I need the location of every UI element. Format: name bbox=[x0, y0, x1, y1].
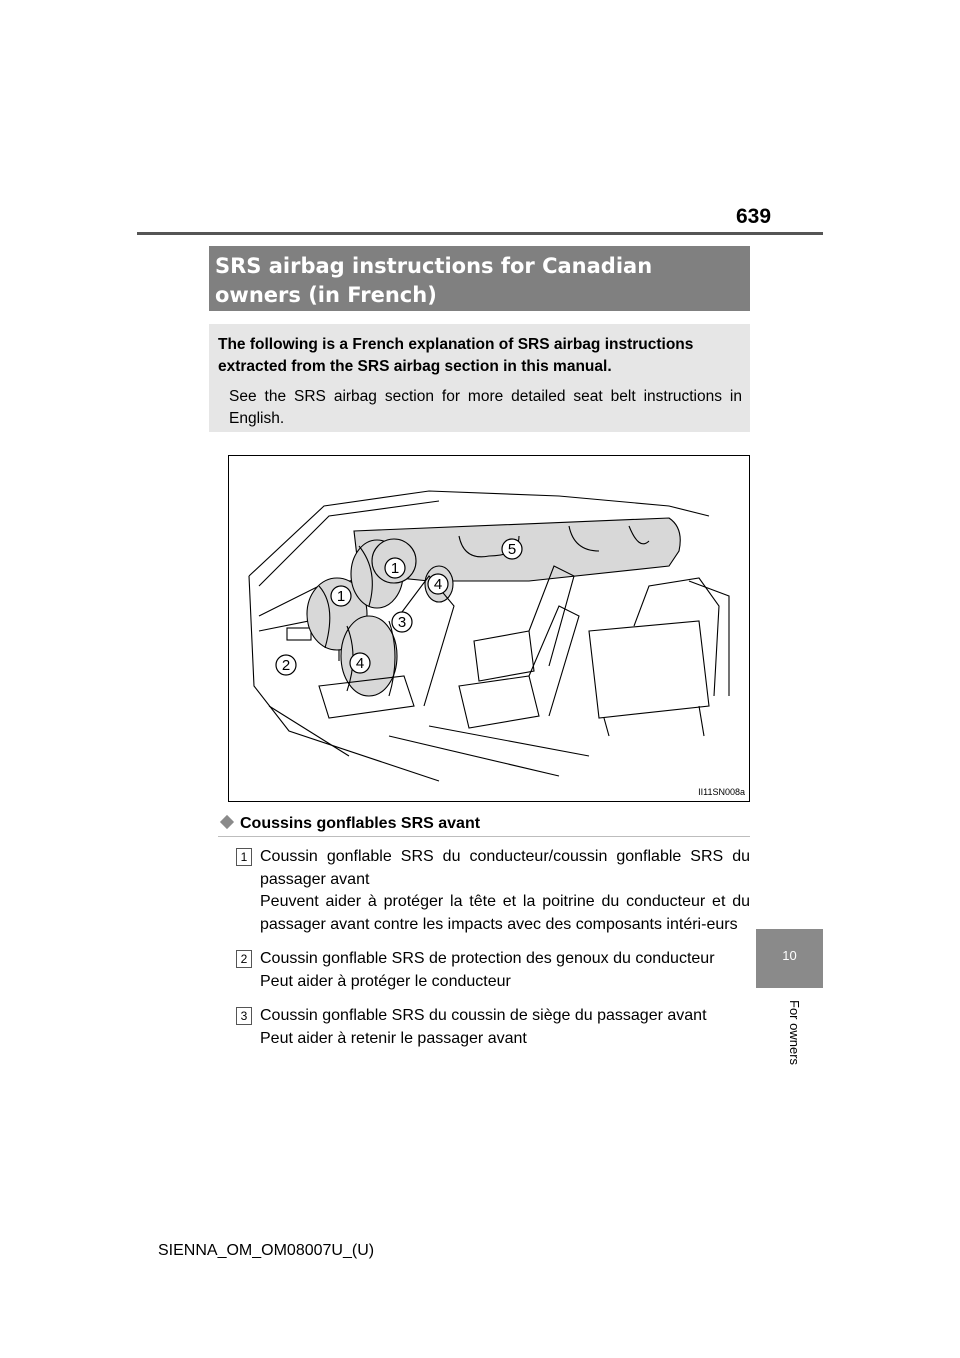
vehicle-interior-drawing bbox=[229, 456, 749, 801]
subsection-heading bbox=[218, 814, 750, 837]
list-item bbox=[236, 846, 750, 936]
figure-code: II11SN008a bbox=[698, 787, 745, 797]
callout-3-label: 3 bbox=[397, 614, 407, 631]
section-title-line-2: owners (in French) bbox=[215, 283, 437, 307]
chapter-tab-label: For owners bbox=[787, 1000, 802, 1066]
subsection-heading-text: Coussins gonflables SRS avant bbox=[240, 815, 481, 832]
item-title: Coussin gonflable SRS de protection des genoux du conducteur bbox=[260, 950, 715, 967]
callout-5-label: 5 bbox=[507, 541, 517, 558]
list-item bbox=[236, 1005, 750, 1050]
chapter-tab-number: 10 bbox=[782, 948, 797, 963]
document-footer: SIENNA_OM_OM08007U_(U) bbox=[158, 1242, 375, 1259]
airbag-illustration bbox=[228, 455, 750, 802]
item-description: Peuvent aider à protéger la tête et la poitrine du conducteur et du passager avant contre les impacts avec des composants intéri-eurs bbox=[260, 893, 750, 933]
item-number-badge: 1 bbox=[236, 848, 252, 866]
item-description: Peut aider à retenir le passager avant bbox=[260, 1029, 527, 1047]
callout-4-passenger-label: 4 bbox=[433, 576, 443, 593]
section-title bbox=[209, 246, 750, 311]
callout-1-driver-label: 1 bbox=[336, 588, 346, 605]
callout-2-label: 2 bbox=[281, 657, 291, 674]
item-title: Coussin gonflable SRS du conducteur/coussin gonflable SRS du passager avant bbox=[260, 848, 750, 888]
list-item bbox=[236, 948, 750, 993]
section-title-line-1: SRS airbag instructions for Canadian bbox=[215, 254, 653, 278]
intro-box bbox=[209, 324, 750, 432]
item-description: Peut aider à protéger le conducteur bbox=[260, 972, 511, 990]
item-title: Coussin gonflable SRS du coussin de siège du passager avant bbox=[260, 1007, 707, 1024]
intro-bold-text: The following is a French explanation of SRS airbag instructions extracted from the SRS airbag section in this manual. bbox=[218, 336, 694, 375]
page-number: 639 bbox=[736, 205, 772, 228]
chapter-tab bbox=[756, 929, 823, 988]
intro-text: See the SRS airbag section for more detailed seat belt instructions in English. bbox=[229, 388, 742, 427]
callout-4-driver-label: 4 bbox=[355, 655, 365, 672]
item-number-badge: 3 bbox=[236, 1007, 252, 1025]
header-rule bbox=[137, 232, 823, 235]
item-number-badge: 2 bbox=[236, 950, 252, 968]
callout-1-passenger-label: 1 bbox=[390, 560, 400, 577]
diamond-bullet-icon bbox=[220, 815, 234, 829]
